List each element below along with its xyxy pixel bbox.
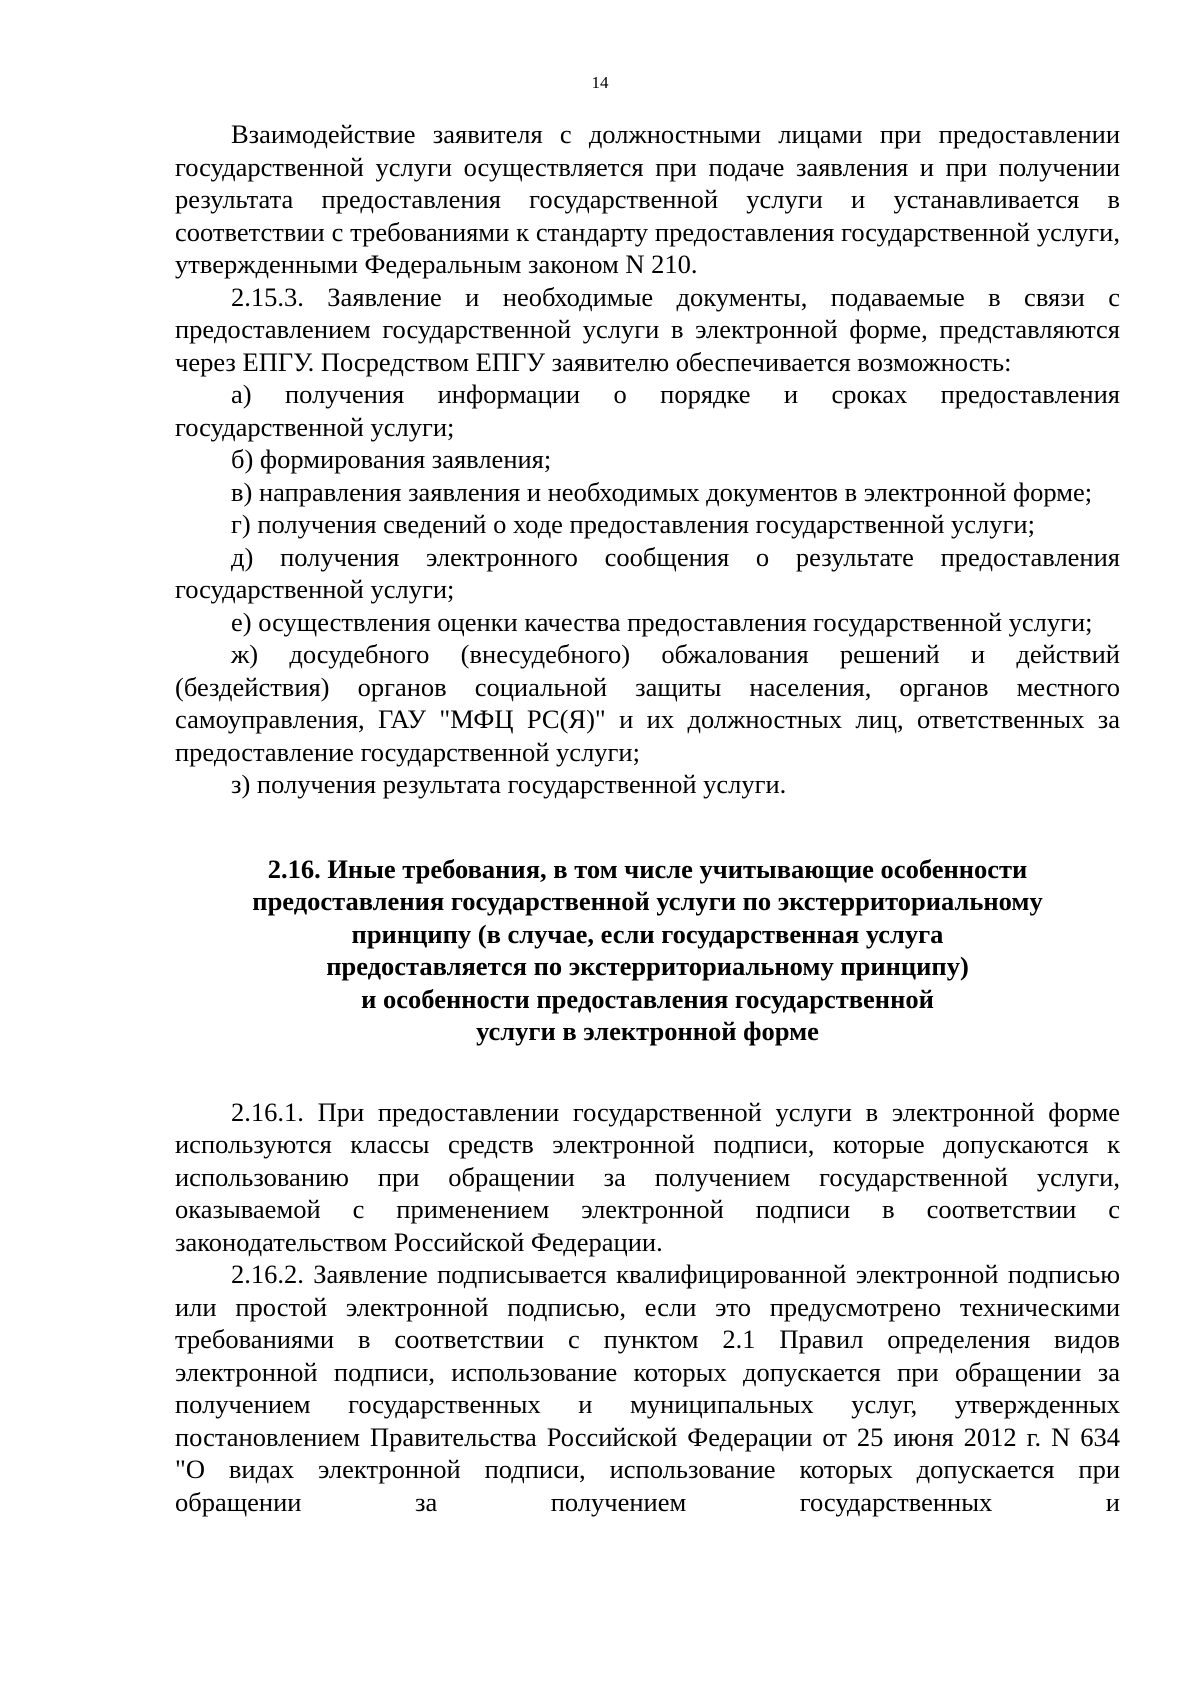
list-item: д) получения электронного сообщения о результате предоставления государственной услуги; bbox=[175, 541, 1120, 604]
paragraph: 2.16.1. При предоставлении государственной услуги в электронной форме используются классы средств электронной подписи, которые допускаются к использованию при обращении за получением государственной услуги, оказываемой с применением электронной подписи в соответствии с законодательством Российской Федерации. bbox=[175, 1096, 1120, 1257]
page-number: 14 bbox=[591, 73, 609, 92]
heading-line: услуги в электронной форме bbox=[476, 1016, 819, 1046]
heading-line: предоставления государственной услуги по экстерриториальному bbox=[252, 886, 1043, 916]
list-item: з) получения результата государственной услуги. bbox=[231, 769, 787, 799]
document-body bbox=[175, 118, 1120, 1518]
heading-line: и особенности предоставления государственной bbox=[361, 983, 934, 1014]
paragraph: 2.16.2. Заявление подписывается квалифицированной электронной подписью или простой электронной подписью, если это предусмотрено техническими требованиями в соответствии с пунктом 2.1 Правил определения видов электронной подписи, использование которых допускается при обращении за получением государственных и муниципальных услуг, утвержденных постановлением Правительства Российской Федерации от 25 июня 2012 г. N 634 "О видах электронной подписи, использование которых допускается при обращении за получением государственных и bbox=[175, 1259, 1120, 1517]
paragraph: Взаимодействие заявителя с должностными лицами при предоставлении государственной услуги осуществляется при подаче заявления и при получении результата предоставления государственной услуги и устанавливается в соответствии с требованиями к стандарту предоставления государственной услуги, утвержденными Федеральным законом N 210. bbox=[175, 119, 1120, 279]
paragraph: 2.15.3. Заявление и необходимые документы, подаваемые в связи с предоставлением государственной услуги в электронной форме, представляются через ЕПГУ. Посредством ЕПГУ заявителю обеспечивается возможность: bbox=[175, 281, 1120, 377]
section-heading bbox=[175, 853, 1120, 1048]
heading-line: 2.16. Иные требования, в том числе учитывающие особенности bbox=[267, 853, 1028, 884]
heading-line: принципу (в случае, если государственная услуга bbox=[351, 918, 944, 949]
list-item: ж) досудебного (внесудебного) обжалования решений и действий (бездействия) органов социальной защиты населения, органов местного самоуправления, ГАУ "МФЦ РС(Я)" и их должностных лиц, ответственных за предоставление государственной услуги; bbox=[175, 639, 1120, 767]
list-item: е) осуществления оценки качества предоставления государственной услуги; bbox=[231, 606, 1093, 637]
list-item: в) направления заявления и необходимых документов в электронной форме; bbox=[231, 476, 1093, 507]
list-item: а) получения информации о порядке и сроках предоставления государственной услуги; bbox=[175, 379, 1120, 442]
heading-line: предоставляется по экстерриториальному принципу) bbox=[326, 951, 969, 981]
list-item: г) получения сведений о ходе предоставления государственной услуги; bbox=[231, 509, 1035, 539]
list-item: б) формирования заявления; bbox=[231, 444, 552, 474]
